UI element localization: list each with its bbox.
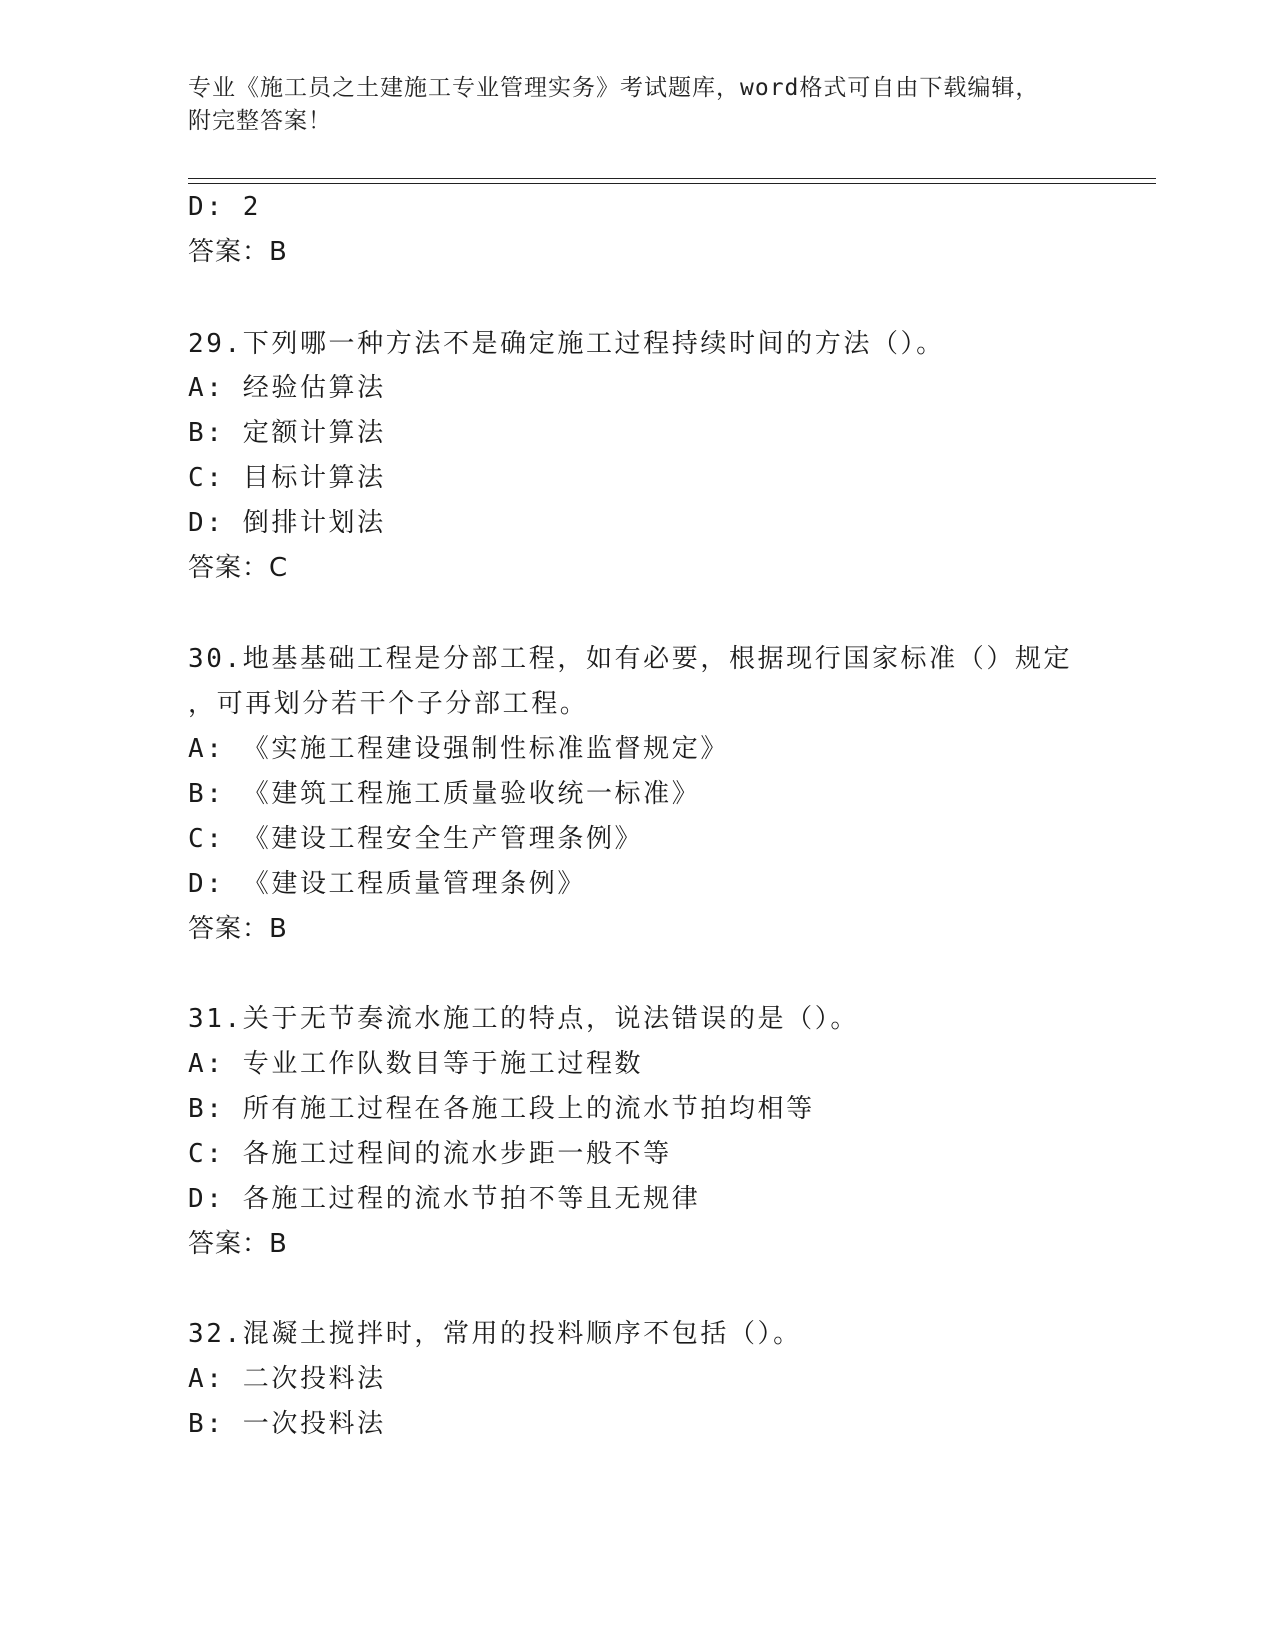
q29-question: 29.下列哪一种方法不是确定施工过程持续时间的方法（）。 (188, 329, 945, 359)
q30-option-a: A: 《实施工程建设强制性标准监督规定》 (188, 734, 729, 764)
q29-answer: 答案：C (188, 553, 289, 583)
q29-option-a: A: 经验估算法 (188, 373, 386, 403)
q31-option-d: D: 各施工过程的流水节拍不等且无规律 (188, 1184, 701, 1214)
q29-option-c: C: 目标计算法 (188, 463, 386, 493)
q31-question: 31.关于无节奏流水施工的特点，说法错误的是（）。 (188, 1004, 859, 1034)
q31-answer: 答案：B (188, 1229, 288, 1259)
header-line-2: 附完整答案！ (188, 108, 332, 134)
q29-option-d: D: 倒排计划法 (188, 508, 386, 538)
q30-answer: 答案：B (188, 914, 288, 944)
header-line-1: 专业《施工员之土建施工专业管理实务》考试题库，word格式可自由下载编辑， (188, 75, 1040, 101)
q29-option-b: B: 定额计算法 (188, 418, 386, 448)
q31-option-b: B: 所有施工过程在各施工段上的流水节拍均相等 (188, 1094, 815, 1124)
q30-option-c: C: 《建设工程安全生产管理条例》 (188, 824, 644, 854)
header-divider-top (188, 178, 1156, 179)
q32-question: 32.混凝土搅拌时，常用的投料顺序不包括（）。 (188, 1319, 802, 1349)
q32-option-b: B: 一次投料法 (188, 1409, 386, 1439)
q31-option-a: A: 专业工作队数目等于施工过程数 (188, 1049, 644, 1079)
document-header (188, 72, 1088, 138)
q31-option-c: C: 各施工过程间的流水步距一般不等 (188, 1139, 672, 1169)
q30-option-b: B: 《建筑工程施工质量验收统一标准》 (188, 779, 701, 809)
q30-question-line-2: ，可再划分若干个子分部工程。 (188, 689, 589, 719)
header-divider-bottom (188, 183, 1156, 184)
q30-option-d: D: 《建设工程质量管理条例》 (188, 869, 586, 899)
q28-option-d: D: 2 (188, 192, 262, 222)
q30-question-line-1: 30.地基基础工程是分部工程，如有必要，根据现行国家标准（）规定 (188, 644, 1073, 674)
q28-answer: 答案：B (188, 237, 288, 267)
q32-option-a: A: 二次投料法 (188, 1364, 386, 1394)
